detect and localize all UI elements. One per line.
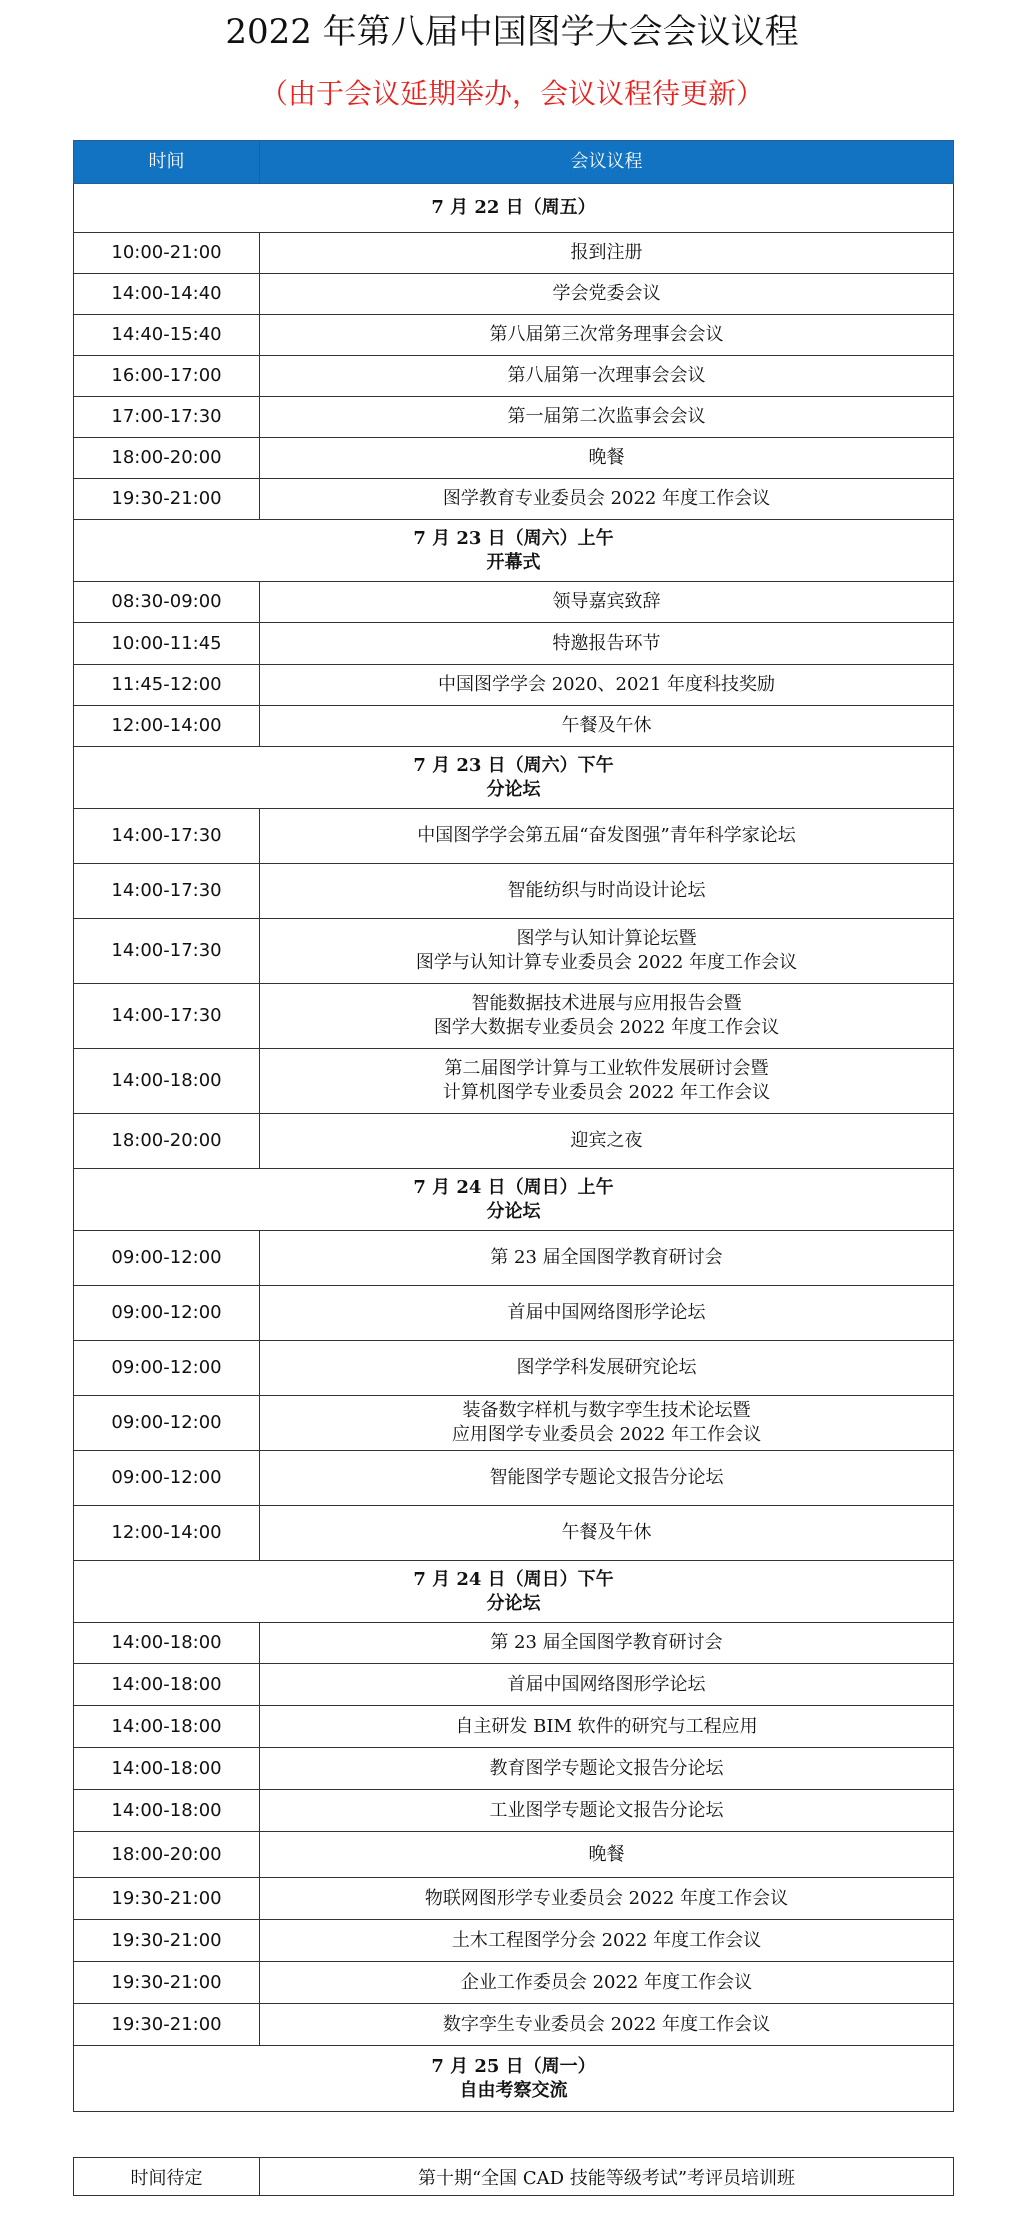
table-row — [74, 1748, 954, 1790]
day-header-row — [74, 520, 954, 582]
session-event — [260, 864, 954, 919]
session-time: 10:00-11:45 — [74, 623, 260, 665]
session-event-line: 图学与认知计算专业委员会 2022 年度工作会议 — [415, 952, 798, 973]
day-header-row — [74, 1169, 954, 1231]
session-event — [260, 1049, 954, 1114]
session-time: 19:30-21:00 — [74, 1878, 260, 1920]
session-event-line: 应用图学专业委员会 2022 年工作会议 — [451, 1424, 762, 1445]
session-event-line: 智能数据技术进展与应用报告会暨 — [471, 993, 742, 1014]
table-row — [74, 665, 954, 706]
session-time: 11:45-12:00 — [74, 665, 260, 706]
day-header — [74, 1561, 954, 1623]
session-time: 09:00-12:00 — [74, 1396, 260, 1451]
session-event — [260, 233, 954, 274]
session-event-line: 报到注册 — [570, 242, 643, 263]
table-row — [74, 356, 954, 397]
session-time: 18:00-20:00 — [74, 1832, 260, 1878]
table-row — [74, 1664, 954, 1706]
header-agenda: 会议议程 — [260, 141, 954, 184]
session-event — [260, 1878, 954, 1920]
table-row — [74, 479, 954, 520]
session-event-line: 领导嘉宾致辞 — [552, 591, 661, 612]
table-row — [74, 582, 954, 623]
session-time: 14:40-15:40 — [74, 315, 260, 356]
session-time: 14:00-18:00 — [74, 1664, 260, 1706]
table-row — [74, 274, 954, 315]
page-title: 2022 年第八届中国图学大会会议议程 — [225, 12, 799, 52]
session-time: 08:30-09:00 — [74, 582, 260, 623]
session-time: 19:30-21:00 — [74, 2004, 260, 2046]
session-event — [260, 2004, 954, 2046]
table-row — [74, 438, 954, 479]
day-date: 7 月 24 日（周日）上午 — [413, 1176, 614, 1198]
day-date: 7 月 24 日（周日）下午 — [413, 1568, 614, 1590]
session-event-line: 第八届第三次常务理事会会议 — [489, 324, 724, 345]
table-row — [74, 1396, 954, 1451]
table-row — [74, 706, 954, 747]
session-event — [260, 1396, 954, 1451]
session-event-line: 晚餐 — [588, 1843, 625, 1865]
table-row — [74, 919, 954, 984]
session-event — [260, 1920, 954, 1962]
session-time: 12:00-14:00 — [74, 1506, 260, 1561]
session-event — [260, 1664, 954, 1706]
session-time: 19:30-21:00 — [74, 479, 260, 520]
session-time: 12:00-14:00 — [74, 706, 260, 747]
session-event-line: 图学教育专业委员会 2022 年度工作会议 — [442, 488, 771, 509]
day-session: 分论坛 — [486, 1592, 541, 1614]
session-event-line: 首届中国网络图形学论坛 — [507, 1673, 706, 1695]
session-event — [260, 623, 954, 665]
session-time: 17:00-17:30 — [74, 397, 260, 438]
session-event — [260, 1286, 954, 1341]
session-event-line: 第一届第二次监事会会议 — [507, 406, 706, 427]
session-event — [260, 582, 954, 623]
session-event-line: 图学与认知计算论坛暨 — [516, 928, 697, 949]
session-event-line: 首届中国网络图形学论坛 — [507, 1302, 706, 1323]
agenda-table — [73, 140, 954, 2112]
session-time: 19:30-21:00 — [74, 1920, 260, 1962]
day-header — [74, 1169, 954, 1231]
session-time: 14:00-18:00 — [74, 1748, 260, 1790]
day-date: 7 月 22 日（周五） — [431, 197, 596, 218]
session-event-line: 中国图学学会第五届“奋发图强”青年科学家论坛 — [417, 825, 796, 846]
session-event — [260, 1832, 954, 1878]
table-row — [74, 1962, 954, 2004]
session-event — [260, 1623, 954, 1664]
day-session: 分论坛 — [486, 1200, 541, 1222]
session-event — [260, 1451, 954, 1506]
session-time: 14:00-14:40 — [74, 274, 260, 315]
session-event-line: 装备数字样机与数字孪生技术论坛暨 — [462, 1400, 751, 1421]
session-event — [260, 1706, 954, 1748]
session-event-line: 物联网图形学专业委员会 2022 年度工作会议 — [424, 1887, 789, 1909]
session-event — [260, 1790, 954, 1832]
table-row — [74, 1506, 954, 1561]
table-row — [74, 984, 954, 1049]
day-header-row — [74, 747, 954, 809]
table-row — [74, 1286, 954, 1341]
session-event-line: 企业工作委员会 2022 年度工作会议 — [460, 1971, 753, 1993]
session-time: 14:00-17:30 — [74, 809, 260, 864]
session-event — [260, 438, 954, 479]
session-event — [260, 984, 954, 1049]
session-time: 09:00-12:00 — [74, 1451, 260, 1506]
session-event — [260, 1506, 954, 1561]
session-event-line: 第八届第一次理事会会议 — [507, 365, 706, 386]
extra-table — [73, 2157, 954, 2196]
session-event — [260, 1341, 954, 1396]
session-event-line: 智能图学专题论文报告分论坛 — [489, 1467, 724, 1488]
session-time: 18:00-20:00 — [74, 438, 260, 479]
table-row — [74, 809, 954, 864]
session-time: 16:00-17:00 — [74, 356, 260, 397]
table-row — [74, 1231, 954, 1286]
table-row — [74, 1114, 954, 1169]
session-event-line: 午餐及午休 — [561, 1522, 652, 1543]
extra-event: 第十期“全国 CAD 技能等级考试”考评员培训班 — [260, 2158, 954, 2196]
session-event-line: 图学大数据专业委员会 2022 年度工作会议 — [433, 1017, 780, 1038]
session-time: 10:00-21:00 — [74, 233, 260, 274]
session-event-line: 土木工程图学分会 2022 年度工作会议 — [451, 1929, 762, 1951]
header-time: 时间 — [74, 141, 260, 184]
table-row — [74, 397, 954, 438]
day-date: 7 月 23 日（周六）下午 — [413, 754, 614, 776]
day-header-row — [74, 184, 954, 233]
session-event-line: 工业图学专题论文报告分论坛 — [489, 1799, 724, 1821]
session-time: 14:00-18:00 — [74, 1049, 260, 1114]
day-header — [74, 747, 954, 809]
table-header-row — [74, 141, 954, 184]
session-event — [260, 479, 954, 520]
day-header-row — [74, 2046, 954, 2112]
day-header — [74, 184, 954, 233]
session-time: 18:00-20:00 — [74, 1114, 260, 1169]
session-event-line: 教育图学专题论文报告分论坛 — [489, 1757, 724, 1779]
table-row — [74, 1049, 954, 1114]
session-event — [260, 706, 954, 747]
session-event — [260, 665, 954, 706]
session-event — [260, 315, 954, 356]
table-row — [74, 1920, 954, 1962]
table-row — [74, 233, 954, 274]
day-session: 自由考察交流 — [459, 2079, 568, 2101]
session-time: 14:00-17:30 — [74, 984, 260, 1049]
session-event-line: 图学学科发展研究论坛 — [516, 1357, 697, 1378]
session-time: 09:00-12:00 — [74, 1231, 260, 1286]
table-row — [74, 1878, 954, 1920]
session-event-line: 学会党委会议 — [552, 283, 661, 304]
session-time: 14:00-18:00 — [74, 1623, 260, 1664]
session-time: 19:30-21:00 — [74, 1962, 260, 2004]
session-event-line: 第二届图学计算与工业软件发展研讨会暨 — [444, 1058, 769, 1079]
day-date: 7 月 23 日（周六）上午 — [413, 527, 614, 549]
session-event-line: 计算机图学专业委员会 2022 年工作会议 — [442, 1082, 771, 1103]
session-time: 14:00-17:30 — [74, 864, 260, 919]
session-event — [260, 1962, 954, 2004]
session-event-line: 自主研发 BIM 软件的研究与工程应用 — [455, 1715, 758, 1737]
session-event-line: 午餐及午休 — [561, 715, 652, 736]
table-row — [74, 1790, 954, 1832]
day-session: 分论坛 — [486, 778, 541, 800]
session-time: 14:00-18:00 — [74, 1790, 260, 1832]
session-event-line: 智能纺织与时尚设计论坛 — [507, 880, 706, 901]
session-event — [260, 1231, 954, 1286]
session-event-line: 数字孪生专业委员会 2022 年度工作会议 — [442, 2013, 771, 2035]
session-event — [260, 274, 954, 315]
day-header — [74, 2046, 954, 2112]
session-event-line: 晚餐 — [588, 447, 625, 468]
day-date: 7 月 25 日（周一） — [431, 2055, 596, 2077]
table-row — [74, 1623, 954, 1664]
session-event — [260, 397, 954, 438]
day-session: 开幕式 — [486, 551, 541, 573]
table-row — [74, 1706, 954, 1748]
extra-time: 时间待定 — [74, 2158, 260, 2196]
session-event-line: 第 23 届全国图学教育研讨会 — [490, 1247, 723, 1268]
table-row — [74, 623, 954, 665]
session-time: 09:00-12:00 — [74, 1341, 260, 1396]
page-subtitle: （由于会议延期举办，会议议程待更新） — [259, 77, 764, 110]
session-time: 09:00-12:00 — [74, 1286, 260, 1341]
session-event — [260, 1748, 954, 1790]
session-event — [260, 356, 954, 397]
session-event-line: 中国图学学会 2020、2021 年度科技奖励 — [437, 674, 776, 695]
table-row — [74, 1341, 954, 1396]
session-event-line: 第 23 届全国图学教育研讨会 — [490, 1632, 723, 1653]
table-row — [74, 315, 954, 356]
table-row — [74, 864, 954, 919]
table-row — [74, 1451, 954, 1506]
session-time: 14:00-17:30 — [74, 919, 260, 984]
extra-row — [74, 2158, 954, 2196]
table-row — [74, 2004, 954, 2046]
session-event — [260, 809, 954, 864]
day-header-row — [74, 1561, 954, 1623]
session-event-line: 迎宾之夜 — [570, 1130, 643, 1151]
session-time: 14:00-18:00 — [74, 1706, 260, 1748]
day-header — [74, 520, 954, 582]
session-event — [260, 1114, 954, 1169]
session-event-line: 特邀报告环节 — [552, 632, 661, 654]
session-event — [260, 919, 954, 984]
table-row — [74, 1832, 954, 1878]
